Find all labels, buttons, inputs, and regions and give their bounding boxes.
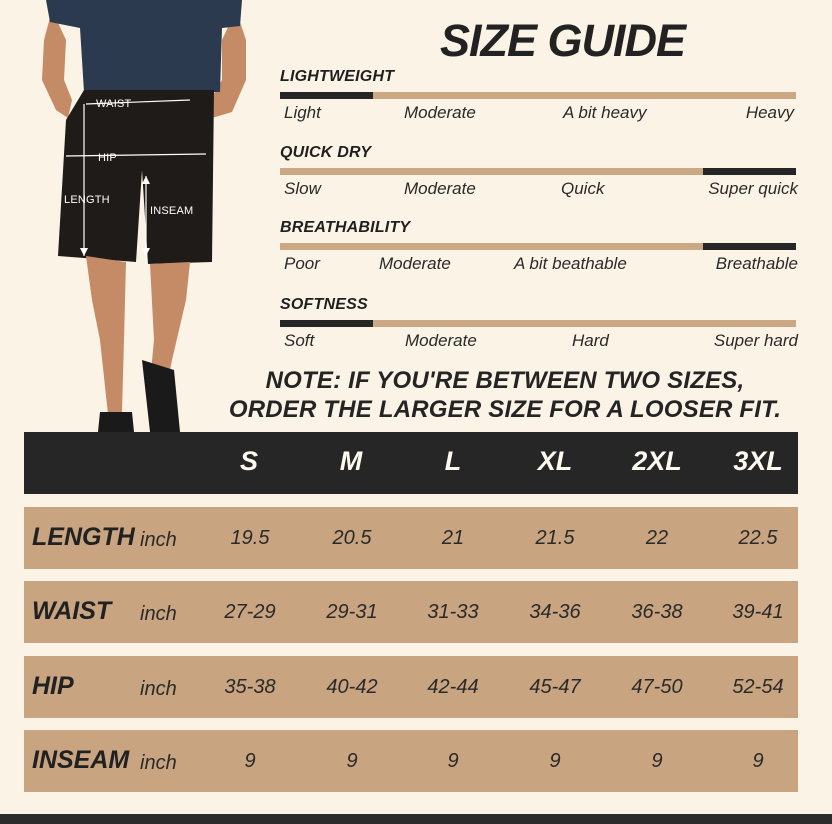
note-line-1: NOTE: IF YOU'RE BETWEEN TWO SIZES, — [265, 367, 745, 394]
attribute-level-indicator — [280, 92, 373, 99]
attribute-scale — [280, 92, 796, 99]
page-title: SIZE GUIDE — [440, 15, 686, 66]
attribute-title: SOFTNESS — [280, 296, 368, 313]
row-unit: inch — [140, 603, 177, 625]
attribute-quick-dry — [280, 144, 796, 201]
table-cell: 9 — [549, 750, 561, 772]
attribute-labels — [280, 254, 796, 276]
table-cell: 20.5 — [332, 527, 372, 549]
table-cell: 40-42 — [326, 676, 378, 698]
waist-measure-label: WAIST — [96, 98, 132, 110]
row-label: LENGTH — [32, 523, 135, 551]
attribute-labels — [280, 179, 796, 201]
row-unit: inch — [140, 752, 177, 774]
table-row-length — [24, 507, 798, 569]
attribute-labels — [280, 331, 796, 353]
scale-label: Poor — [284, 254, 320, 273]
scale-label: Hard — [572, 331, 609, 350]
table-cell: 36-38 — [631, 601, 683, 623]
row-unit: inch — [140, 529, 177, 551]
table-cell: 22.5 — [738, 527, 778, 549]
scale-label: A bit heavy — [563, 103, 647, 122]
sizing-note — [200, 366, 810, 424]
table-cell: 9 — [447, 750, 459, 772]
scale-label: Moderate — [404, 179, 476, 198]
table-cell: 47-50 — [631, 676, 683, 698]
table-cell: 39-41 — [732, 601, 784, 623]
scale-label: Slow — [284, 179, 321, 198]
table-cell: 45-47 — [529, 676, 581, 698]
table-cell: 35-38 — [224, 676, 276, 698]
size-table-header — [24, 432, 798, 494]
attribute-scale — [280, 168, 796, 175]
attribute-lightweight — [280, 68, 796, 125]
table-cell: 42-44 — [427, 676, 479, 698]
table-cell: 21 — [441, 527, 465, 549]
scale-label: Moderate — [379, 254, 451, 273]
attribute-scale — [280, 243, 796, 250]
scale-label: Heavy — [745, 103, 794, 122]
hip-measure-label: HIP — [98, 152, 117, 164]
table-cell: 9 — [346, 750, 358, 772]
size-header: L — [444, 446, 462, 476]
table-cell: 9 — [244, 750, 256, 772]
table-cell: 29-31 — [326, 601, 378, 623]
attribute-labels — [280, 103, 796, 125]
scale-label: Quick — [561, 179, 605, 198]
inseam-measure-label: INSEAM — [150, 205, 194, 217]
table-cell: 21.5 — [535, 527, 575, 549]
row-label: INSEAM — [32, 746, 130, 774]
attribute-level-indicator — [703, 243, 796, 250]
scale-label: Light — [284, 103, 321, 122]
scale-label: Moderate — [405, 331, 477, 350]
table-cell: 52-54 — [732, 676, 784, 698]
scale-label: Super quick — [708, 179, 798, 198]
attribute-level-indicator — [703, 168, 796, 175]
size-header: M — [339, 446, 363, 476]
attribute-scale — [280, 320, 796, 327]
table-cell: 27-29 — [224, 601, 276, 623]
table-row-waist — [24, 581, 798, 643]
attribute-softness — [280, 296, 796, 353]
row-label: HIP — [32, 672, 74, 700]
attribute-level-indicator — [280, 320, 373, 327]
table-row-inseam — [24, 730, 798, 792]
attribute-title: LIGHTWEIGHT — [280, 68, 395, 85]
attribute-title: QUICK DRY — [280, 144, 372, 161]
bottom-border — [0, 814, 832, 824]
attribute-title: BREATHABILITY — [280, 219, 411, 236]
note-line-2: ORDER THE LARGER SIZE FOR A LOOSER FIT. — [228, 396, 782, 423]
table-cell: 9 — [752, 750, 764, 772]
scale-label: Moderate — [404, 103, 476, 122]
table-cell: 22 — [645, 527, 669, 549]
length-measure-label: LENGTH — [64, 194, 110, 206]
scale-label: Super hard — [713, 331, 798, 350]
size-header: XL — [537, 446, 573, 476]
table-cell: 34-36 — [529, 601, 581, 623]
size-header: S — [239, 446, 258, 476]
row-unit: inch — [140, 678, 177, 700]
table-cell: 31-33 — [427, 601, 479, 623]
scale-label: Breathable — [715, 254, 798, 273]
scale-label: Soft — [284, 331, 315, 350]
table-cell: 9 — [651, 750, 663, 772]
size-header: 2XL — [632, 446, 682, 476]
table-cell: 19.5 — [230, 527, 270, 549]
row-label: WAIST — [32, 597, 112, 625]
attribute-breathability — [280, 219, 796, 276]
scale-label: A bit beathable — [514, 254, 627, 273]
table-row-hip — [24, 656, 798, 718]
size-header: 3XL — [733, 446, 783, 476]
